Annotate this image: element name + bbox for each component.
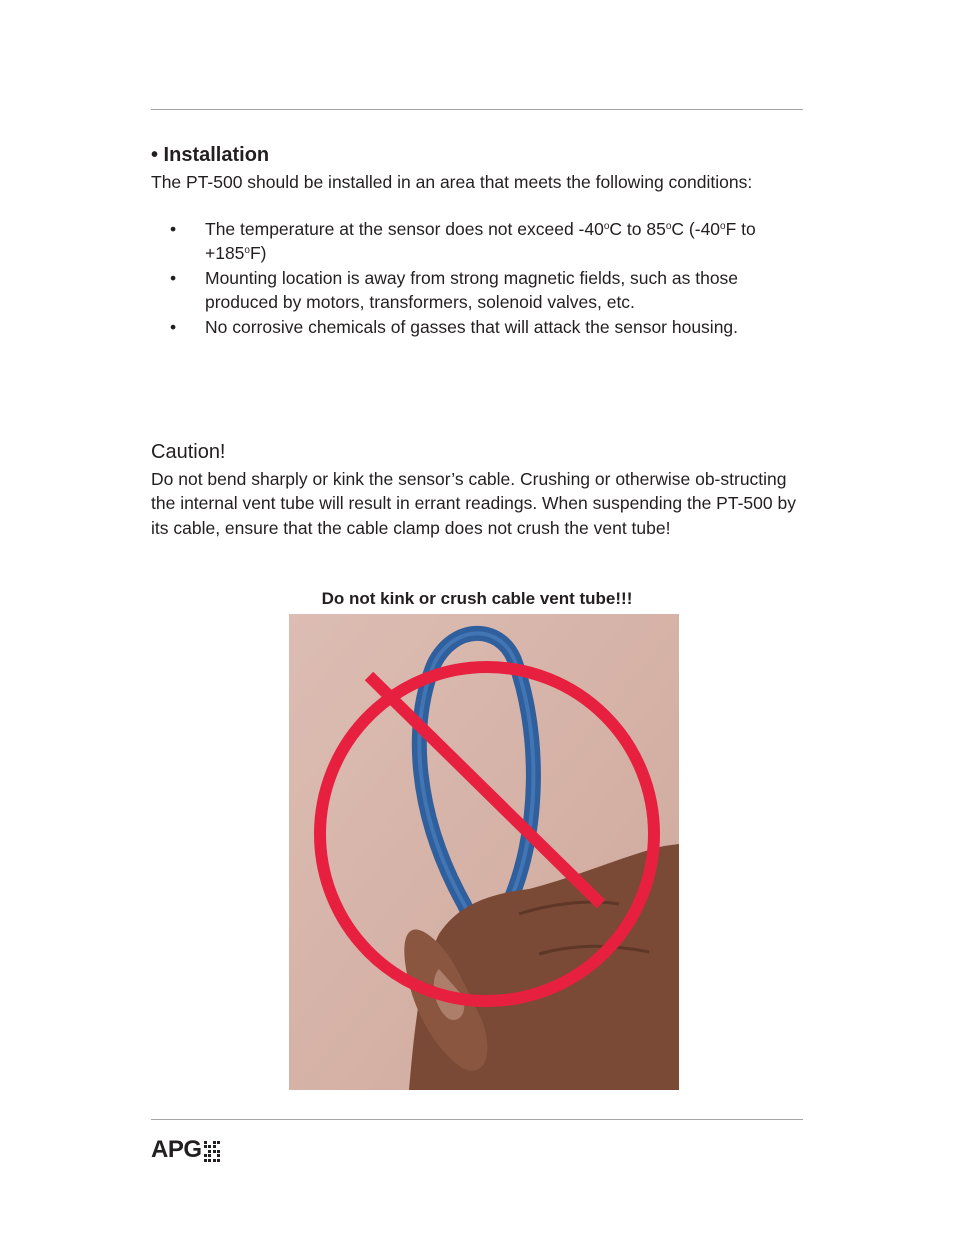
corrosive-text: No corrosive chemicals of gasses that will attack the sensor housing. [205,317,739,337]
list-item [151,266,811,314]
installation-intro: The PT-500 should be installed in an area that meets the following conditions: [151,172,753,192]
installation-heading: • Installation [151,144,270,166]
bullet-marker: • [170,219,177,239]
cable-photo [289,614,679,1090]
figure-caption: Do not kink or crush cable vent tube!!! [321,589,633,608]
temperature-text: The temperature at the sensor does not exceed -40$^o$C to 85$^o$C (-40$^o$F to $+185^oF$) [205,219,756,263]
cable-illustration [289,614,679,1090]
logo-grid-icon [204,1141,221,1162]
footer-rule [151,1119,803,1120]
caution-title: Caution! [151,441,226,463]
bullet-marker: • [170,268,177,288]
mounting-text: Mounting location is away from strong magnetic fields, such as those produced by motors, transformers, solenoid valves, etc. [205,268,739,312]
list-item [151,315,811,339]
bullet-marker: • [170,317,177,337]
list-item [151,217,811,265]
logo-text: APG [151,1136,202,1163]
conditions-list [151,217,811,340]
apg-logo [151,1136,220,1164]
caution-body: Do not bend sharply or kink the sensor’s cable. Crushing or otherwise ob-structing the internal vent tube will result in errant readings. When suspending the PT-500 by its cable, ensure that the cable clamp does not crush the vent tube! [151,469,796,538]
header-rule [151,109,803,110]
